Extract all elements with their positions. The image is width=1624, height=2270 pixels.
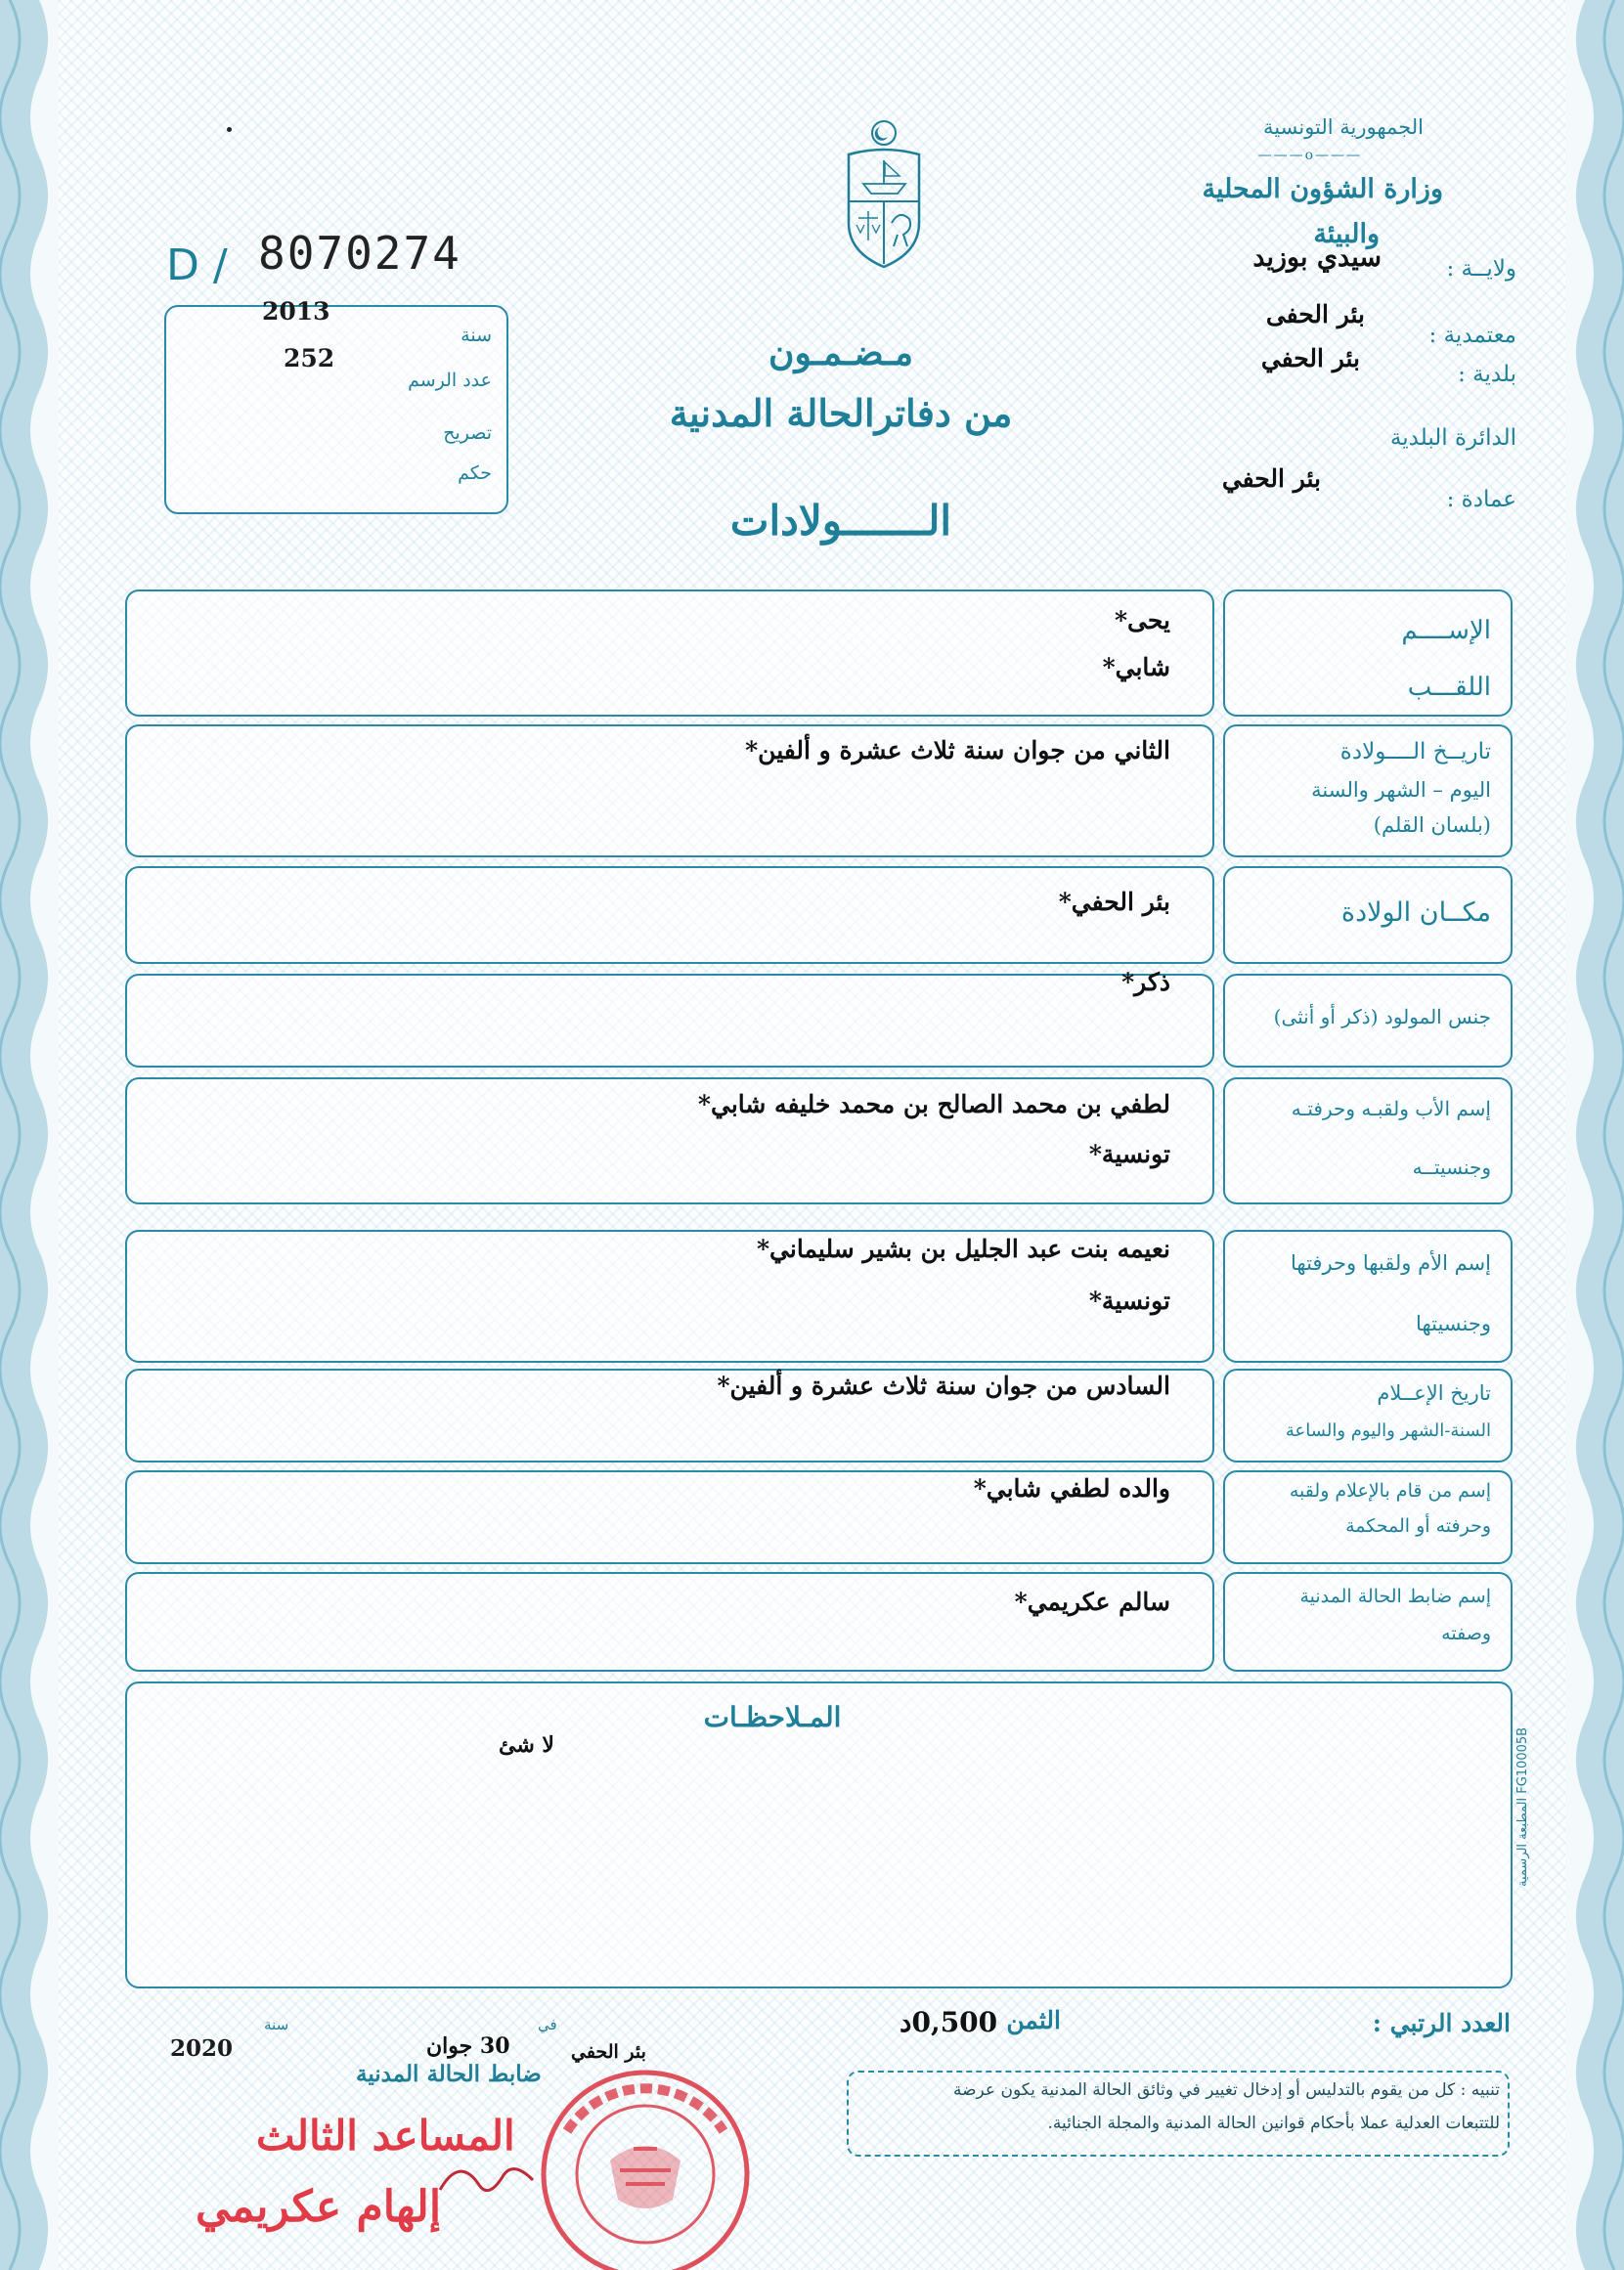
coat-of-arms-emblem: [829, 115, 939, 272]
omada-label: عمادة :: [1446, 487, 1516, 512]
document-title: مـضـمـون: [768, 332, 913, 373]
label-father-nationality: وجنسيتــه: [1412, 1156, 1491, 1179]
footer-year-label: سنة: [264, 2016, 289, 2033]
warning-line2: للتتبعات العدلية عملا بأحكام قوانين الحالة المدنية والمجلة الجنائية.: [1047, 2114, 1500, 2133]
value-father-nationality: تونسية*: [1088, 1140, 1170, 1168]
label-sex: جنس المولود (ذكر أو أنثى): [1273, 1005, 1491, 1028]
value-birth-date: الثاني من جوان سنة ثلاث عشرة و ألفين*: [745, 736, 1170, 764]
serial-prefix: D /: [166, 240, 228, 290]
stamp-signature-name: إلهام عكريمي: [196, 2182, 442, 2232]
label-birth-date: تاريــخ الــــولادة: [1339, 739, 1491, 764]
ministry-title: وزارة الشؤون المحلية: [1202, 174, 1443, 204]
ref-year-value: 2013: [262, 297, 330, 326]
ink-dot: [227, 127, 232, 132]
footer-fi-label: في: [538, 2016, 557, 2033]
warning-line1: تنبيه : كل من يقوم بالتدليس أو إدخال تغيير في وثائق الحالة المدنية يكون عرضة: [953, 2080, 1500, 2100]
header-ornament: ———o———: [1257, 148, 1362, 163]
label-first-name: الإســــم: [1401, 616, 1491, 645]
mootamadia-label: معتمدية :: [1428, 323, 1516, 348]
serial-number: 8070274: [258, 227, 461, 280]
left-guilloche-border: [0, 0, 59, 2270]
label-birth-place: مكــان الولادة: [1340, 897, 1491, 928]
officer-title: ضابط الحالة المدنية: [356, 2061, 542, 2087]
label-declarant-sub: وحرفته أو المحكمة: [1345, 1515, 1491, 1537]
label-declarant: إسم من قام بالإعلام ولقبه: [1289, 1480, 1491, 1502]
value-box-sex: [125, 974, 1214, 1068]
ref-judgment-label: حكم: [458, 462, 492, 484]
label-father: إسم الأب ولقبـه وحرفتـه: [1291, 1097, 1491, 1120]
printer-code: FG10005B المطبعة الرسمية: [1515, 1726, 1530, 1887]
wilaya-value: سيدي بوزيد: [1252, 242, 1382, 273]
value-declarant: والده لطفي شابي*: [973, 1474, 1170, 1503]
remarks-title: المـلاحظـات: [703, 1701, 842, 1733]
label-mother-nationality: وجنسيتها: [1416, 1312, 1491, 1335]
value-registrar: سالم عكريمي*: [1014, 1588, 1170, 1616]
ref-declaration-label: تصريح: [443, 422, 492, 444]
value-declaration-date: السادس من جوان سنة ثلاث عشرة و ألفين*: [717, 1372, 1170, 1400]
ref-year-label: سنة: [461, 325, 492, 346]
label-birth-date-written: (بلسان القلم): [1373, 813, 1491, 837]
remarks-value: لا شئ: [499, 1732, 554, 1758]
district-label: الدائرة البلدية: [1389, 425, 1516, 451]
value-mother-nationality: تونسية*: [1088, 1287, 1170, 1315]
label-declaration-date: تاريخ الإعــلام: [1377, 1381, 1491, 1405]
stamp-assistant-title: المساعد الثالث: [256, 2112, 515, 2160]
footer-year-value: 2020: [170, 2035, 234, 2062]
serial-label: العدد الرتبي :: [1372, 2009, 1511, 2037]
value-surname: شابي*: [1102, 653, 1170, 681]
footer-date: 30 جوان: [426, 2033, 510, 2059]
value-father: لطفي بن محمد الصالح بن محمد خليفه شابي*: [697, 1090, 1170, 1118]
footer-place: بئر الحفي: [571, 2041, 646, 2063]
ministry-title-line2: والبيئة: [1313, 219, 1380, 249]
price-label: الثمن :: [988, 2006, 1061, 2034]
label-birth-date-sub: اليوم – الشهر والسنة: [1311, 778, 1491, 802]
baladia-label: بلدية :: [1458, 362, 1516, 387]
label-registrar: إسم ضابط الحالة المدنية: [1299, 1586, 1491, 1607]
ref-number-label: عدد الرسم: [408, 370, 492, 391]
value-birth-place: بئر الحفي*: [1058, 888, 1170, 916]
value-first-name: يحى*: [1114, 606, 1170, 634]
price-value: 0,500د: [900, 2006, 998, 2038]
baladia-value: بئر الحفي: [1260, 344, 1360, 372]
value-mother: نعيمه بنت عبد الجليل بن بشير سليماني*: [756, 1235, 1170, 1263]
section-title-births: الـــــــولادات: [729, 497, 952, 545]
label-box-mother: [1223, 1230, 1513, 1363]
signature-scribble: [430, 2151, 548, 2209]
label-registrar-sub: وصفته: [1441, 1623, 1491, 1644]
label-declaration-date-sub: السنة-الشهر واليوم والساعة: [1285, 1420, 1491, 1441]
value-box-birth-place: [125, 866, 1214, 964]
omada-value: بئر الحفي: [1221, 464, 1321, 493]
official-stamp-seal: [528, 2053, 763, 2270]
republic-title: الجمهورية التونسية: [1263, 115, 1424, 139]
label-mother: إسم الأم ولقبها وحرفتها: [1291, 1251, 1491, 1275]
value-sex: ذكر*: [1121, 968, 1170, 996]
label-surname: اللقـــب: [1407, 673, 1491, 702]
mootamadia-value: بئر الحفى: [1265, 300, 1365, 328]
value-box-name: [125, 589, 1214, 717]
wilaya-label: ولايــة :: [1446, 256, 1516, 282]
ref-number-value: 252: [284, 344, 335, 372]
document-subtitle: من دفاترالحالة المدنية: [669, 391, 1013, 435]
right-guilloche-border: [1565, 0, 1624, 2270]
